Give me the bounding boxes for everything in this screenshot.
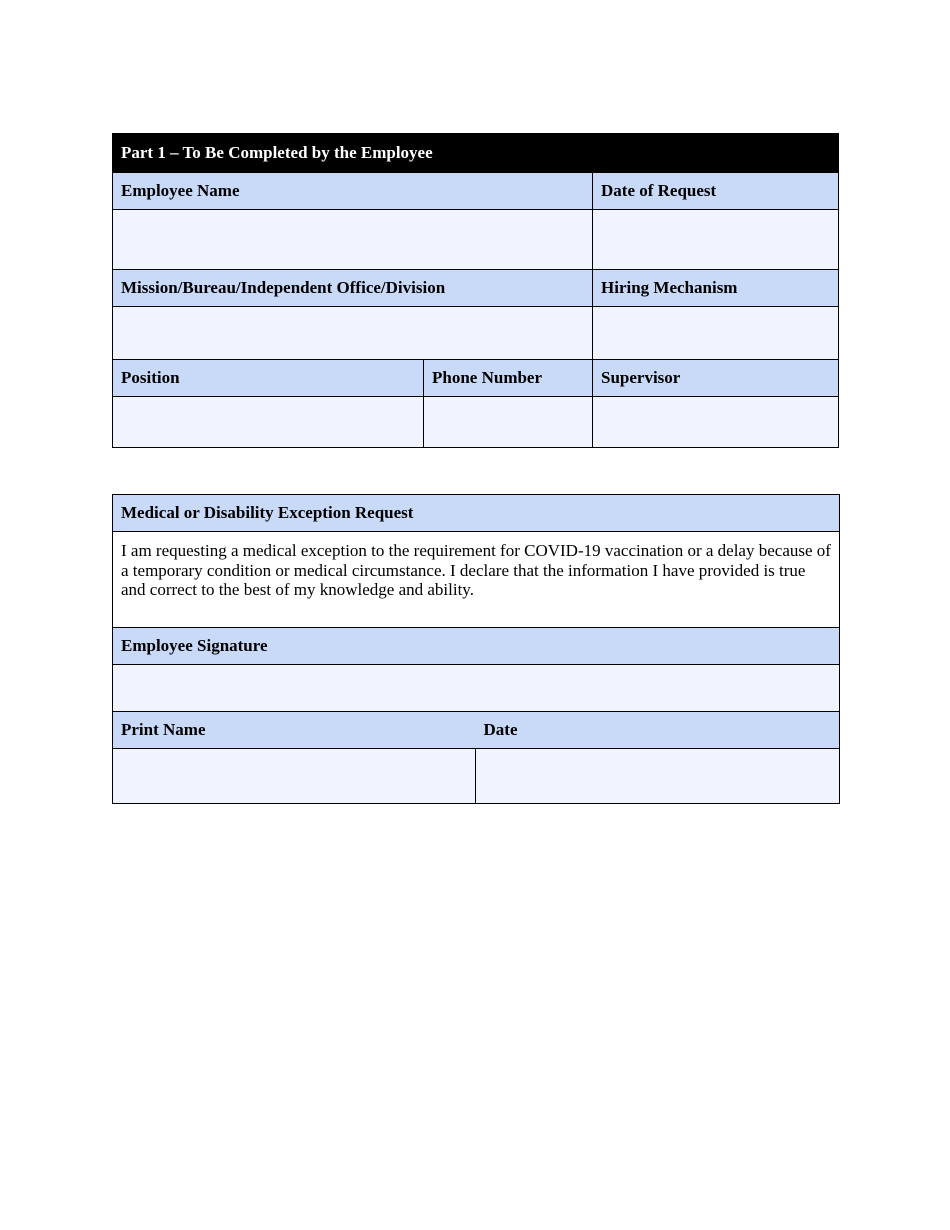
- date-field[interactable]: [476, 749, 840, 804]
- date-label: Date: [476, 712, 840, 749]
- hiring-mechanism-label: Hiring Mechanism: [593, 270, 839, 307]
- employee-signature-label: Employee Signature: [113, 628, 840, 665]
- position-field[interactable]: [113, 397, 424, 448]
- employee-name-field[interactable]: [113, 210, 593, 270]
- phone-number-label: Phone Number: [424, 360, 593, 397]
- supervisor-label: Supervisor: [593, 360, 839, 397]
- exception-request-table: [112, 494, 840, 804]
- exception-statement: I am requesting a medical exception to the requirement for COVID-19 vaccination or a delay because of a temporary condition or medical circumstance. I declare that the information I have provided is true and correct to the best of my knowledge and ability.: [113, 532, 840, 628]
- organization-field[interactable]: [113, 307, 593, 360]
- organization-label: Mission/Bureau/Independent Office/Division: [113, 270, 593, 307]
- hiring-mechanism-field[interactable]: [593, 307, 839, 360]
- print-name-field[interactable]: [113, 749, 476, 804]
- position-label: Position: [113, 360, 424, 397]
- phone-number-field[interactable]: [424, 397, 593, 448]
- date-of-request-label: Date of Request: [593, 173, 839, 210]
- part1-employee-table: [112, 133, 839, 448]
- employee-signature-field[interactable]: [113, 665, 840, 712]
- exception-title: Medical or Disability Exception Request: [113, 495, 840, 532]
- supervisor-field[interactable]: [593, 397, 839, 448]
- part1-title: Part 1 – To Be Completed by the Employee: [113, 134, 839, 173]
- print-name-label: Print Name: [113, 712, 476, 749]
- employee-name-label: Employee Name: [113, 173, 593, 210]
- date-of-request-field[interactable]: [593, 210, 839, 270]
